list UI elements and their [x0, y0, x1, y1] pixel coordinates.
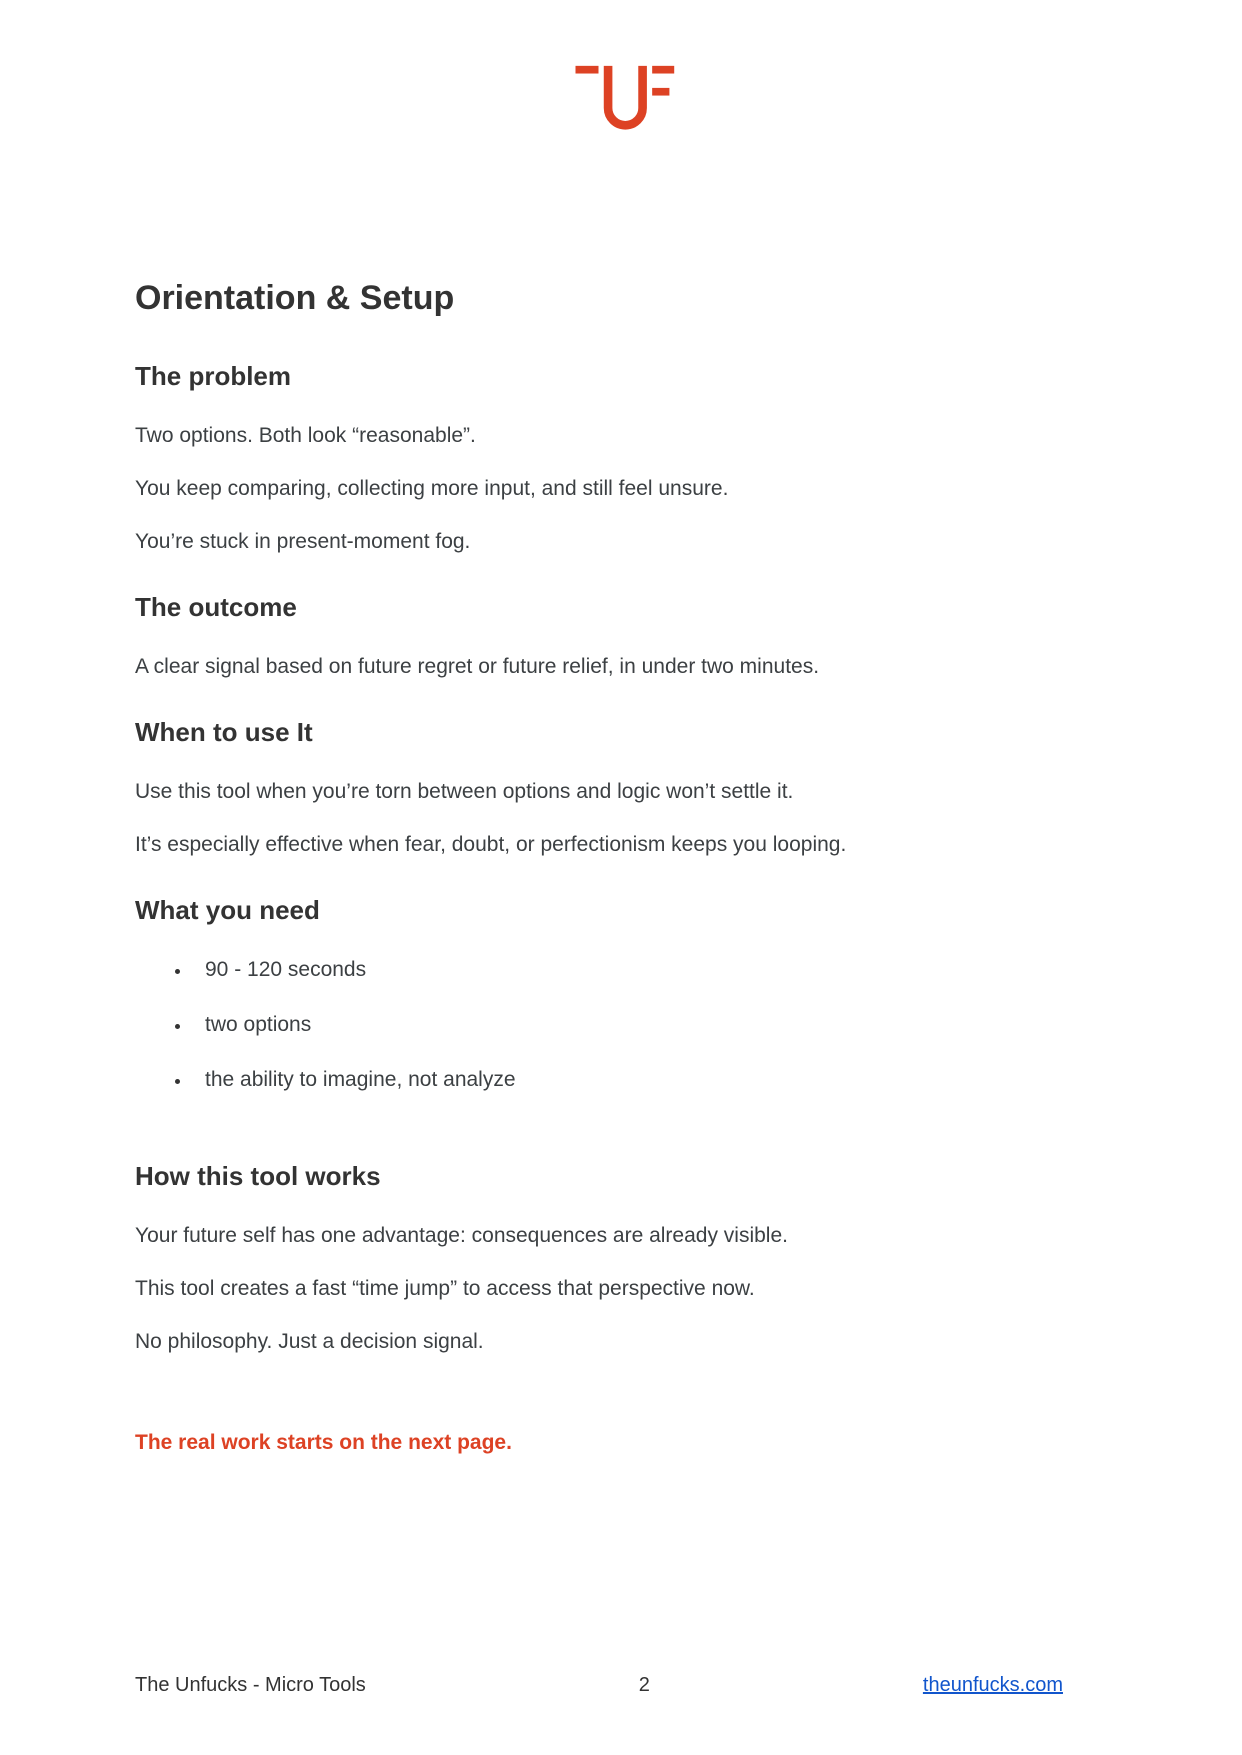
list-item: • the ability to imagine, not analyze [192, 1066, 1107, 1094]
section-what-you-need [135, 894, 1107, 1094]
list-item: • two options [192, 1011, 1107, 1039]
footer-document-title: The Unfucks - Micro Tools [135, 1674, 366, 1696]
page-footer [135, 1673, 1063, 1697]
paragraph: You’re stuck in present-moment fog. [135, 530, 471, 553]
footer-website-link[interactable]: theunfucks.com [922, 1674, 1063, 1696]
unfucks-logo-icon [564, 56, 679, 138]
page-title: Orientation & Setup [135, 279, 455, 317]
paragraph: No philosophy. Just a decision signal. [135, 1330, 484, 1353]
needs-list [135, 956, 1107, 1094]
section-when-to-use-it [135, 716, 1107, 859]
section-heading: The problem [135, 361, 292, 391]
page-number: 2 [638, 1674, 650, 1696]
section-how-this-tool-works [135, 1160, 1107, 1356]
paragraph: A clear signal based on future regret or future relief, in under two minutes. [135, 655, 820, 678]
logo-container [0, 0, 1242, 138]
section-heading: How this tool works [135, 1161, 381, 1191]
section-the-outcome [135, 591, 1107, 681]
paragraph: Use this tool when you’re torn between options and logic won’t settle it. [135, 780, 794, 803]
paragraph: Your future self has one advantage: consequences are already visible. [135, 1224, 788, 1247]
section-heading: When to use It [135, 717, 313, 747]
paragraph: You keep comparing, collecting more input, and still feel unsure. [135, 477, 729, 500]
section-heading: The outcome [135, 592, 297, 622]
paragraph: This tool creates a fast “time jump” to access that perspective now. [135, 1277, 755, 1300]
paragraph: It’s especially effective when fear, doubt, or perfectionism keeps you looping. [135, 833, 847, 856]
page-content [0, 278, 1242, 1457]
section-heading: What you need [135, 895, 320, 925]
next-page-callout: The real work starts on the next page. [135, 1431, 512, 1454]
paragraph: Two options. Both look “reasonable”. [135, 424, 476, 447]
list-item: • 90 - 120 seconds [192, 956, 1107, 984]
section-the-problem [135, 360, 1107, 556]
